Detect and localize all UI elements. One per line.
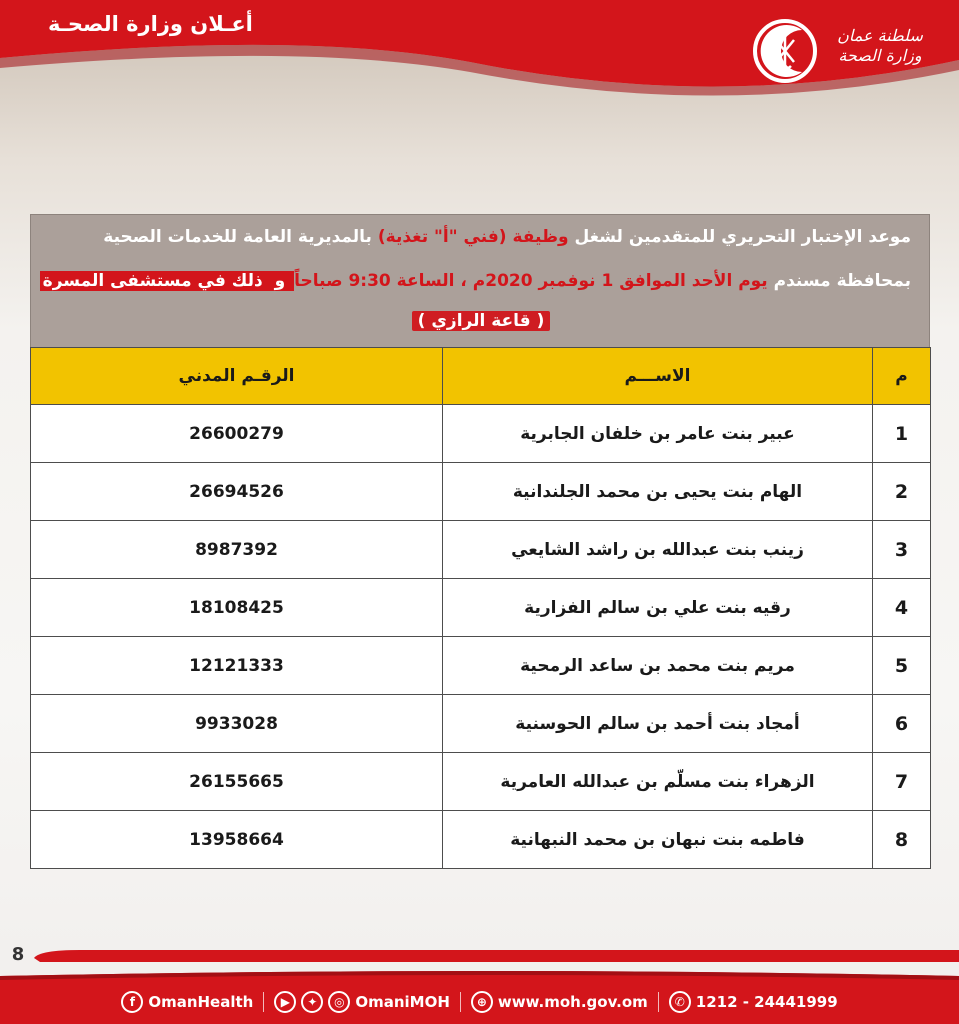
exam-notice xyxy=(30,214,930,347)
notice-line-2 xyxy=(42,271,911,291)
notice-text: موعد الإختبار التحريري للمتقدمين لشغل xyxy=(568,227,911,247)
notice-text: و xyxy=(266,271,294,291)
page-title: أعـلان وزارة الصحـة xyxy=(48,12,253,36)
divider xyxy=(460,992,461,1012)
civil-id: 26600279 xyxy=(31,405,443,463)
table-row xyxy=(31,637,931,695)
table-row xyxy=(31,579,931,637)
row-number: 4 xyxy=(873,579,931,637)
civil-id: 26694526 xyxy=(31,463,443,521)
candidate-name: عبير بنت عامر بن خلفان الجابرية xyxy=(443,405,873,463)
row-number: 3 xyxy=(873,521,931,579)
facebook-handle: OmanHealth xyxy=(148,993,254,1011)
row-number: 6 xyxy=(873,695,931,753)
civil-id: 9933028 xyxy=(31,695,443,753)
ministry-name xyxy=(822,26,938,66)
row-number: 7 xyxy=(873,753,931,811)
instagram-icon: ◎ xyxy=(328,991,350,1013)
column-header-num: م xyxy=(873,348,931,405)
website-url: www.moh.gov.om xyxy=(497,993,648,1011)
phone-number: 1212 - 24441999 xyxy=(695,993,838,1011)
header-band xyxy=(0,0,959,102)
web-icon: ⊕ xyxy=(471,991,493,1013)
candidate-name: الزهراء بنت مسلّم بن عبدالله العامرية xyxy=(443,753,873,811)
candidate-name: زينب بنت عبدالله بن راشد الشايعي xyxy=(443,521,873,579)
table-row xyxy=(31,521,931,579)
website-link[interactable] xyxy=(471,991,648,1013)
row-number: 8 xyxy=(873,811,931,869)
civil-id: 13958664 xyxy=(31,811,443,869)
row-number: 2 xyxy=(873,463,931,521)
job-title: وظيفة (فني "أ" تغذية) xyxy=(377,227,569,247)
notice-text: بمحافظة مسندم xyxy=(767,271,911,291)
candidate-name: فاطمه بنت نبهان بن محمد النبهانية xyxy=(443,811,873,869)
table-row xyxy=(31,405,931,463)
ministry-name-line1: سلطنة عمان xyxy=(837,26,923,45)
exam-location: ذلك في مستشفى المسرة xyxy=(40,271,266,291)
civil-id: 26155665 xyxy=(31,753,443,811)
civil-id: 8987392 xyxy=(31,521,443,579)
row-number: 5 xyxy=(873,637,931,695)
civil-id: 12121333 xyxy=(31,637,443,695)
facebook-link[interactable] xyxy=(121,991,253,1013)
divider xyxy=(263,992,264,1012)
candidates-table xyxy=(30,347,931,869)
exam-hall: ( قاعة الرازي ) xyxy=(412,311,551,331)
social-handle: OmaniMOH xyxy=(355,993,450,1011)
phone-contact[interactable] xyxy=(669,991,838,1013)
table-header-row xyxy=(31,348,931,405)
notice-text: بالمديرية العامة للخدمات الصحية xyxy=(103,227,378,247)
phone-icon: ✆ xyxy=(669,991,691,1013)
social-links[interactable] xyxy=(274,991,450,1013)
ministry-name-line2: وزارة الصحة xyxy=(838,46,922,65)
table-row xyxy=(31,463,931,521)
column-header-civil-id: الرقـم المدني xyxy=(31,348,443,405)
candidate-name: أمجاد بنت أحمد بن سالم الحوسنية xyxy=(443,695,873,753)
ministry-logo-icon xyxy=(752,18,818,84)
candidate-name: مريم بنت محمد بن ساعد الرمحية xyxy=(443,637,873,695)
divider xyxy=(658,992,659,1012)
youtube-icon: ▶ xyxy=(274,991,296,1013)
notice-line-1 xyxy=(51,227,911,247)
exam-date-time: يوم الأحد الموافق 1 نوفمبر 2020م ، الساعة 9:30 صباحاً xyxy=(294,271,768,291)
notice-line-3 xyxy=(51,311,911,331)
table-row xyxy=(31,753,931,811)
column-header-name: الاســـم xyxy=(443,348,873,405)
twitter-icon: ✦ xyxy=(301,991,323,1013)
table-row xyxy=(31,695,931,753)
candidate-name: الهام بنت يحيى بن محمد الجلندانية xyxy=(443,463,873,521)
table-row xyxy=(31,811,931,869)
facebook-icon: f xyxy=(121,991,143,1013)
footer-contacts xyxy=(0,980,959,1024)
civil-id: 18108425 xyxy=(31,579,443,637)
row-number: 1 xyxy=(873,405,931,463)
page-number: 8 xyxy=(11,944,25,965)
candidate-name: رقيه بنت علي بن سالم الفزارية xyxy=(443,579,873,637)
